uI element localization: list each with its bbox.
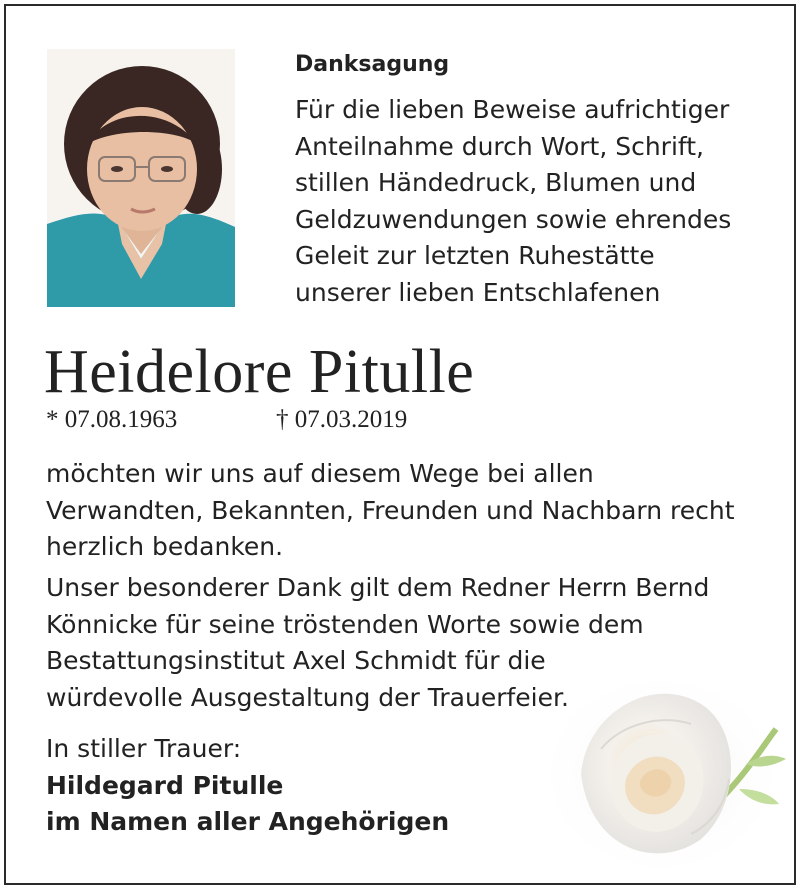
paragraph-line: herzlich bedanken. xyxy=(46,532,284,561)
signature-block xyxy=(46,731,449,841)
signer-note: im Namen aller Angehörigen xyxy=(46,807,450,836)
life-dates xyxy=(46,402,408,438)
obituary-card xyxy=(4,4,796,885)
thanks-paragraph xyxy=(46,456,735,566)
birth-date: * 07.08.1963 xyxy=(46,406,178,433)
paragraph-line: würdevolle Ausgestaltung der Trauerfeier. xyxy=(46,682,569,712)
intro-line: Geleit zur letzten Ruhestätte xyxy=(295,241,655,270)
signer-name: Hildegard Pitulle xyxy=(46,770,284,800)
intro-text xyxy=(295,92,731,311)
paragraph-line: Bestattungsinstitut Axel Schmidt für die xyxy=(46,646,546,675)
intro-line: stillen Händedruck, Blumen und xyxy=(295,168,697,197)
death-date: † 07.03.2019 xyxy=(276,406,408,433)
deceased-name: Heidelore Pitulle xyxy=(44,338,475,406)
heading-danksagung: Danksagung xyxy=(295,52,450,77)
white-rose-image xyxy=(541,654,796,885)
intro-line: Geldzuwendungen sowie ehrendes xyxy=(295,204,732,234)
portrait-photo xyxy=(47,49,235,307)
paragraph-line: Könnicke für seine tröstenden Worte sowie dem xyxy=(46,609,644,639)
intro-line: Für die lieben Beweise aufrichtiger xyxy=(295,95,730,124)
paragraph-line: möchten wir uns auf diesem Wege bei allen xyxy=(46,459,594,488)
paragraph-line: Verwandten, Bekannten, Freunden und Nachbarn recht xyxy=(46,495,735,525)
closing-intro: In stiller Trauer: xyxy=(46,734,242,763)
intro-line: unserer lieben Entschlafenen xyxy=(295,277,661,307)
paragraph-line: Unser besonderer Dank gilt dem Redner Herrn Bernd xyxy=(46,573,710,602)
intro-line: Anteilnahme durch Wort, Schrift, xyxy=(295,131,705,161)
